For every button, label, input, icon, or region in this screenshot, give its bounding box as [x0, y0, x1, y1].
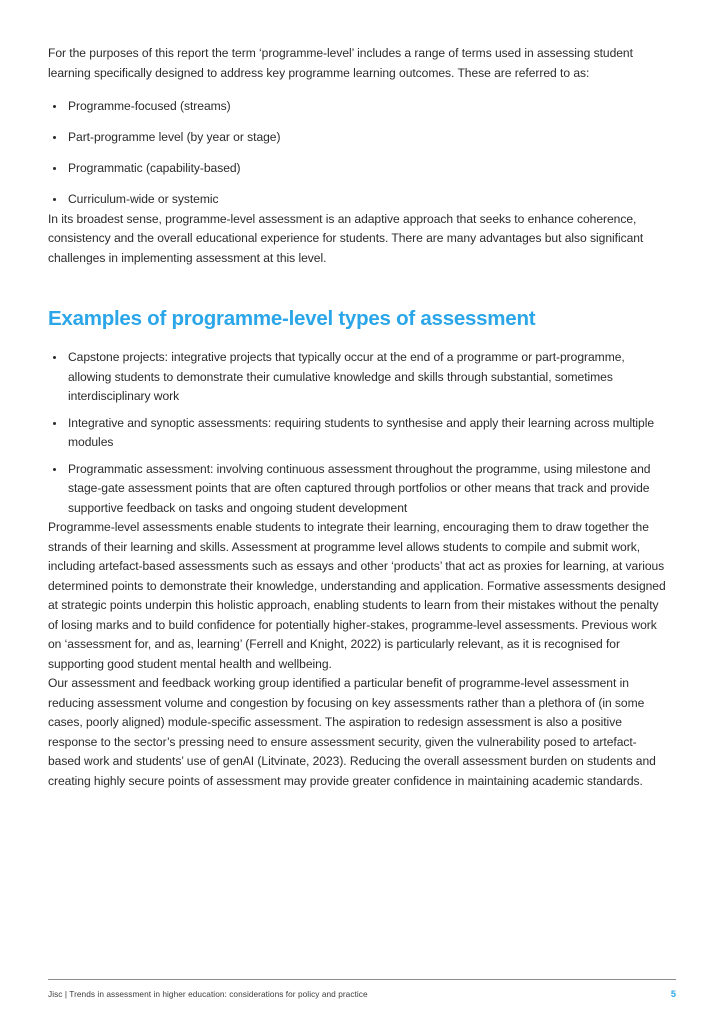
page-footer [48, 979, 676, 1000]
list-item [48, 414, 668, 453]
footer-row [48, 988, 676, 1000]
list-item [48, 128, 668, 148]
list-item-label: Capstone projects: integrative projects that typically occur at the end of a programme or part-programme, allowing students to demonstrate their cumulative knowledge and skills through substantial, sometimes interdisciplinary work [68, 350, 625, 403]
section-heading-wrap [48, 306, 668, 332]
footer-divider [48, 979, 676, 980]
intro-paragraph: For the purposes of this report the term ‘programme-level’ includes a range of terms used in assessing student learning specifically designed to address key programme learning outcomes. These are referred to as: [48, 46, 633, 80]
list-item-label: Programmatic assessment: involving continuous assessment throughout the programme, using milestone and stage-gate assessment points that are often captured through portfolios or other means that track and provide supportive feedback on tasks and ongoing student development [68, 461, 651, 515]
page-content [48, 44, 668, 791]
bullet-dot-icon [53, 105, 56, 108]
list-item-label: Integrative and synoptic assessments: requiring students to synthesise and apply their learning across multiple modules [68, 415, 655, 449]
list-item [48, 190, 668, 210]
list-item-label: Programme-focused (streams) [68, 99, 231, 113]
list-item-label: Curriculum-wide or systemic [68, 192, 219, 206]
footer-title: Jisc | Trends in assessment in higher education: considerations for policy and practice [48, 989, 368, 999]
list-item [48, 348, 668, 407]
list-item [48, 159, 668, 179]
examples-list [48, 348, 668, 518]
integration-paragraph: Programme-level assessments enable students to integrate their learning, encouraging them to draw together the strands of their learning and skills. Assessment at programme level allows students to compile and submit work, including artefact-based assessments such as essays and other ‘products’ that act as proxies for learning, at various determined points to demonstrate their knowledge, understanding and application. Formative assessments designed at strategic points underpin this holistic approach, enabling students to learn from their mistakes without the penalty of losing marks and to build confidence for potentially higher-stakes, programme-level assessments. Previous work on ‘assessment for, and as, learning’ (Ferrell and Knight, 2022) is particularly relevant, as it is recognised for supporting good student mental health and wellbeing. [48, 520, 666, 671]
broadest-sense-paragraph: In its broadest sense, programme-level assessment is an adaptive approach that seeks to enhance coherence, consistency and the overall educational experience for students. There are many advantages but also significant challenges in implementing assessment at this level. [48, 211, 644, 265]
working-group-paragraph: Our assessment and feedback working group identified a particular benefit of programme-level assessment in reducing assessment volume and congestion by focusing on key assessments rather than a plethora of (in some cases, poorly aligned) module-specific assessment. The aspiration to redesign assessment is also a positive response to the sector’s pressing need to ensure assessment security, given the vulnerability posed to artefact-based work and students’ use of genAI (Litvinate, 2023). Reducing the overall assessment burden on students and creating highly secure points of assessment may provide greater confidence in maintaining academic standards. [48, 676, 656, 788]
page-title: Examples of programme-level types of assessment [48, 307, 536, 330]
bullet-dot-icon [53, 198, 56, 201]
page-number: 5 [670, 989, 676, 999]
bullet-dot-icon [53, 468, 56, 471]
list-item-label: Programmatic (capability-based) [68, 161, 241, 175]
bullet-dot-icon [53, 167, 56, 170]
bullet-dot-icon [53, 422, 56, 425]
bullet-dot-icon [53, 136, 56, 139]
bullet-dot-icon [53, 356, 56, 359]
list-item-label: Part-programme level (by year or stage) [68, 130, 281, 144]
list-item [48, 460, 668, 519]
term-list [48, 97, 668, 210]
list-item [48, 97, 668, 117]
